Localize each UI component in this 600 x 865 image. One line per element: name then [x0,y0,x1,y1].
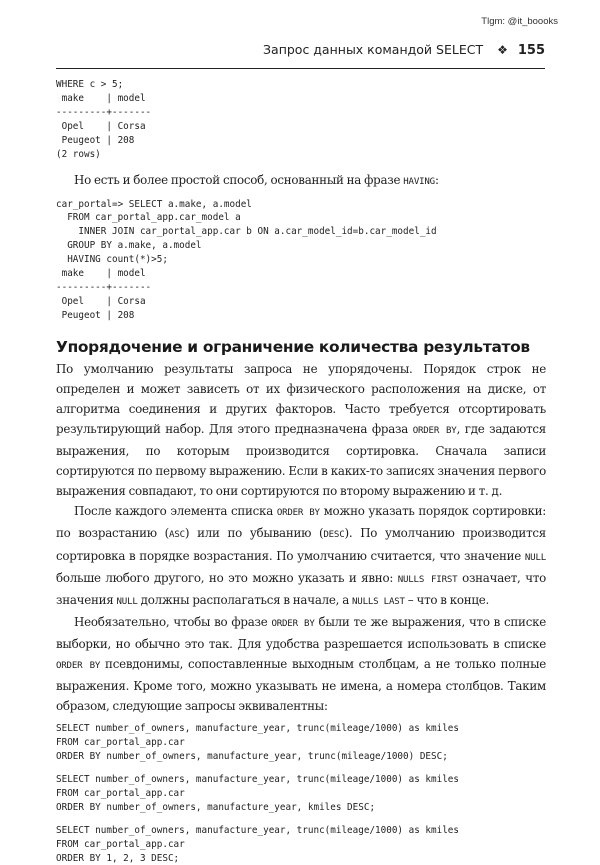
bullet-icon: ❖ [497,43,508,57]
paragraph-1 [56,359,546,502]
paragraph-3 [56,612,546,716]
inline-code: ORDER BY [412,425,457,436]
code-block-query-3: SELECT number_of_owners, manufacture_year, trunc(mileage/1000) as kmiles FROM car_portal_app.car ORDER BY 1, 2, 3 DESC; [56,824,459,864]
watermark: Tlgm: @it_boooks [481,16,558,27]
chapter-title: Запрос данных командой SELECT [263,42,484,57]
inline-code: NULL [524,552,546,563]
inline-code: ORDER BY [56,661,101,671]
text: ). По умолчанию производится сортировка в порядке возрастания. По умолчанию считается, что значение [56,526,546,563]
intro-paragraph [56,170,546,192]
page-content [56,78,546,865]
intro-text: Но есть и более простой способ, основанный на фразе [74,173,404,188]
paragraph-2 [56,501,546,611]
text: больше любого другого, но это можно указать и явно: [56,570,398,585]
text: Необязательно, чтобы во фразе [74,614,272,629]
page-number: 155 [517,43,545,58]
inline-code: HAVING [403,177,435,188]
text: должны располагаться в начале, а [137,592,353,607]
text: можно указать порядок сортировки: по возрастанию ( [56,504,547,541]
inline-code: ASC [169,530,185,541]
inline-code: ORDER BY [271,618,315,629]
inline-code: NULLS LAST [352,596,405,607]
text: означает, что значения [56,570,546,607]
text: ) или по убыванию ( [184,526,324,541]
code-block-query-2: SELECT number_of_owners, manufacture_year, trunc(mileage/1000) as kmiles FROM car_portal_app.car ORDER BY number_of_owners, manufacture_year, kmiles DESC; [56,774,459,813]
code-block-query-1: SELECT number_of_owners, manufacture_year, trunc(mileage/1000) as kmiles FROM car_portal_app.car ORDER BY number_of_owners, manufacture_year, trunc(mileage/1000) DESC; [56,723,459,763]
text: , где задаются выражения, по которым производится сортировка. Сначала записи сортируются по первому выражению. Если в каких-то записях значения первого выражения совпадают, то они сортируются по второму выражению и т. д. [56,421,546,499]
inline-code: NULLS FIRST [397,574,458,585]
inline-code: DESC [323,530,345,541]
inline-code: NULL [116,596,138,607]
text: были те же выражения, что в списке выборки, но обычно это так. Для удобства разрешается использовать в списке [56,614,547,651]
code-block-having: car_portal=> SELECT a.make, a.model FROM car_portal_app.car_model a INNER JOIN car_portal_app.car b ON a.car_model_id=b.car_model_id GROUP BY a.make, a.model HAVING count(*)>5; make | model ---------+------- Opel | Corsa Peugeot | 208 [56,198,437,321]
text: После каждого элемента списка [74,504,277,519]
running-head [56,42,545,69]
text: По умолчанию результаты запроса не упорядочены. Порядок строк не определен и может зависеть от их физического расположения на диске, от алгоритма соединения и других факторов. Часто требуется отсортировать результирующий набор. Для этого предназначена фраза [56,361,546,436]
section-heading: Упорядочение и ограничение количества результатов [56,337,530,356]
text: – что в конце. [404,592,490,607]
text: псевдонимы, сопоставленные выходным столбцам, а не только полные выражения. Кроме того, можно указывать не имена, а номера столбцов. Таким образом, следующие запросы эквивалентны: [56,657,547,714]
intro-end: : [434,173,439,188]
code-block-result: WHERE c > 5; make | model ---------+------- Opel | Corsa Peugeot | 208 (2 rows) [56,79,152,160]
inline-code: ORDER BY [276,508,320,519]
